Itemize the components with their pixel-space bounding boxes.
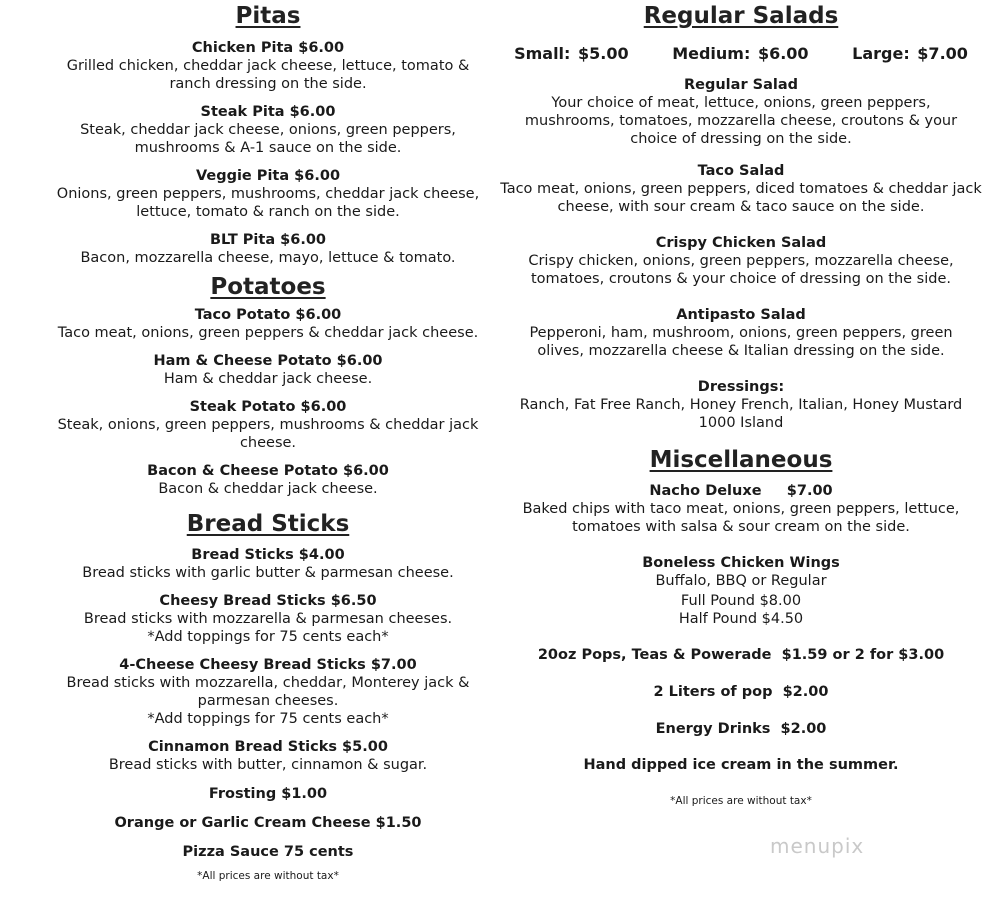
item-name: Cinnamon Bread Sticks $5.00 bbox=[148, 739, 388, 755]
item-price: Half Pound $4.50 bbox=[678, 611, 804, 627]
item-desc: cheese, with sour cream & taco sauce on the side. bbox=[557, 199, 925, 215]
item-desc: Bread sticks with butter, cinnamon & sugar. bbox=[108, 757, 428, 773]
item-desc: ranch dressing on the side. bbox=[169, 76, 367, 92]
item-desc: Bread sticks with garlic butter & parmesan cheese. bbox=[82, 565, 454, 581]
menu-item bbox=[496, 554, 986, 628]
item-desc: Steak, onions, green peppers, mushrooms & cheddar jack bbox=[57, 417, 479, 433]
drink-item: 2 Liters of pop $2.00 bbox=[653, 684, 829, 700]
item-desc: mushrooms, tomatoes, mozzarella cheese, croutons & your bbox=[524, 113, 958, 129]
item-desc: *Add toppings for 75 cents each* bbox=[147, 629, 389, 645]
potatoes-title: Potatoes bbox=[210, 274, 326, 300]
size-large: Large: $7.00 bbox=[852, 44, 968, 63]
menu-item bbox=[496, 76, 986, 148]
item-desc: Bacon, mozzarella cheese, mayo, lettuce & tomato. bbox=[80, 250, 456, 266]
bread-sticks-title: Bread Sticks bbox=[186, 511, 350, 537]
item-name: Crispy Chicken Salad bbox=[655, 235, 827, 251]
item-desc: Steak, cheddar jack cheese, onions, green peppers, bbox=[80, 122, 456, 138]
menu-item bbox=[496, 482, 986, 536]
menu-item bbox=[30, 39, 506, 93]
ice-cream-note: Hand dipped ice cream in the summer. bbox=[583, 757, 899, 773]
menu-item bbox=[30, 546, 506, 582]
item-name: Antipasto Salad bbox=[676, 307, 806, 323]
menu-item bbox=[496, 306, 986, 360]
item-desc: 1000 Island bbox=[698, 415, 784, 431]
item-desc: Onions, green peppers, mushrooms, cheddar jack cheese, bbox=[56, 186, 480, 202]
menu-item bbox=[496, 234, 986, 288]
item-desc: Ranch, Fat Free Ranch, Honey French, Italian, Honey Mustard bbox=[519, 397, 963, 413]
misc-title: Miscellaneous bbox=[649, 447, 833, 473]
item-desc: Your choice of meat, lettuce, onions, green peppers, bbox=[551, 95, 931, 111]
salads-title: Regular Salads bbox=[643, 3, 839, 29]
item-name: Bread Sticks $4.00 bbox=[191, 547, 345, 563]
extra-frosting: Frosting $1.00 bbox=[208, 786, 328, 802]
item-name: Cheesy Bread Sticks $6.50 bbox=[159, 593, 377, 609]
size-medium: Medium: $6.00 bbox=[672, 44, 809, 63]
item-desc: Bacon & cheddar jack cheese. bbox=[158, 481, 378, 497]
item-desc: Crispy chicken, onions, green peppers, mozzarella cheese, bbox=[528, 253, 954, 269]
salad-sizes bbox=[496, 44, 986, 64]
tax-note: *All prices are without tax* bbox=[197, 870, 339, 882]
item-name: Veggie Pita $6.00 bbox=[195, 168, 341, 184]
right-column bbox=[496, 0, 986, 808]
menu-item bbox=[30, 306, 506, 342]
item-desc: lettuce, tomato & ranch on the side. bbox=[136, 204, 400, 220]
item-name: Nacho Deluxe $7.00 bbox=[649, 483, 833, 499]
item-desc: Taco meat, onions, green peppers & cheddar jack cheese. bbox=[57, 325, 479, 341]
item-desc: choice of dressing on the side. bbox=[630, 131, 852, 147]
item-desc: Bread sticks with mozzarella, cheddar, Monterey jack & bbox=[66, 675, 470, 691]
item-name: Chicken Pita $6.00 bbox=[191, 40, 345, 56]
menu-item bbox=[30, 462, 506, 498]
item-desc: *Add toppings for 75 cents each* bbox=[147, 711, 389, 727]
menu-item bbox=[30, 656, 506, 728]
item-desc: tomatoes, croutons & your choice of dressing on the side. bbox=[531, 271, 951, 287]
item-name: BLT Pita $6.00 bbox=[209, 232, 327, 248]
item-desc: Taco meat, onions, green peppers, diced tomatoes & cheddar jack bbox=[500, 181, 982, 197]
menu-item bbox=[496, 162, 986, 216]
extra-pizza-sauce: Pizza Sauce 75 cents bbox=[182, 844, 354, 860]
item-name: Ham & Cheese Potato $6.00 bbox=[153, 353, 383, 369]
item-name: Boneless Chicken Wings bbox=[642, 555, 840, 571]
drink-item: Energy Drinks $2.00 bbox=[655, 721, 827, 737]
item-desc: parmesan cheeses. bbox=[197, 693, 339, 709]
item-desc: Grilled chicken, cheddar jack cheese, lettuce, tomato & bbox=[66, 58, 470, 74]
extra-cream-cheese: Orange or Garlic Cream Cheese $1.50 bbox=[114, 815, 422, 831]
item-name: 4-Cheese Cheesy Bread Sticks $7.00 bbox=[119, 657, 417, 673]
item-name: Bacon & Cheese Potato $6.00 bbox=[147, 463, 389, 479]
watermark: menupix bbox=[770, 834, 865, 858]
item-desc: Pepperoni, ham, mushroom, onions, green peppers, green bbox=[529, 325, 953, 341]
item-desc: tomatoes with salsa & sour cream on the side. bbox=[572, 519, 910, 535]
menu-item bbox=[30, 167, 506, 221]
item-desc: Ham & cheddar jack cheese. bbox=[163, 371, 373, 387]
menu-item bbox=[30, 398, 506, 452]
item-desc: Bread sticks with mozzarella & parmesan cheeses. bbox=[83, 611, 453, 627]
menu-item bbox=[30, 103, 506, 157]
pitas-title: Pitas bbox=[235, 3, 301, 29]
item-name: Steak Pita $6.00 bbox=[200, 104, 336, 120]
item-desc: Baked chips with taco meat, onions, green peppers, lettuce, bbox=[522, 501, 960, 517]
dressings-heading: Dressings: bbox=[697, 379, 785, 395]
menu-item bbox=[30, 352, 506, 388]
tax-note: *All prices are without tax* bbox=[670, 795, 812, 807]
item-name: Regular Salad bbox=[683, 77, 799, 93]
item-desc: mushrooms & A-1 sauce on the side. bbox=[134, 140, 402, 156]
size-small: Small: $5.00 bbox=[514, 44, 629, 63]
menu-item bbox=[30, 231, 506, 267]
left-column bbox=[30, 0, 506, 883]
item-name: Taco Salad bbox=[697, 163, 785, 179]
drink-item: 20oz Pops, Teas & Powerade $1.59 or 2 for $3.00 bbox=[537, 647, 945, 663]
item-name: Steak Potato $6.00 bbox=[189, 399, 347, 415]
item-desc: cheese. bbox=[239, 435, 297, 451]
item-price: Full Pound $8.00 bbox=[680, 593, 802, 609]
item-desc: Buffalo, BBQ or Regular bbox=[655, 573, 827, 589]
menu-item bbox=[30, 738, 506, 774]
item-desc: olives, mozzarella cheese & Italian dressing on the side. bbox=[537, 343, 945, 359]
item-name: Taco Potato $6.00 bbox=[194, 307, 342, 323]
dressings bbox=[496, 378, 986, 432]
menu-item bbox=[30, 592, 506, 646]
